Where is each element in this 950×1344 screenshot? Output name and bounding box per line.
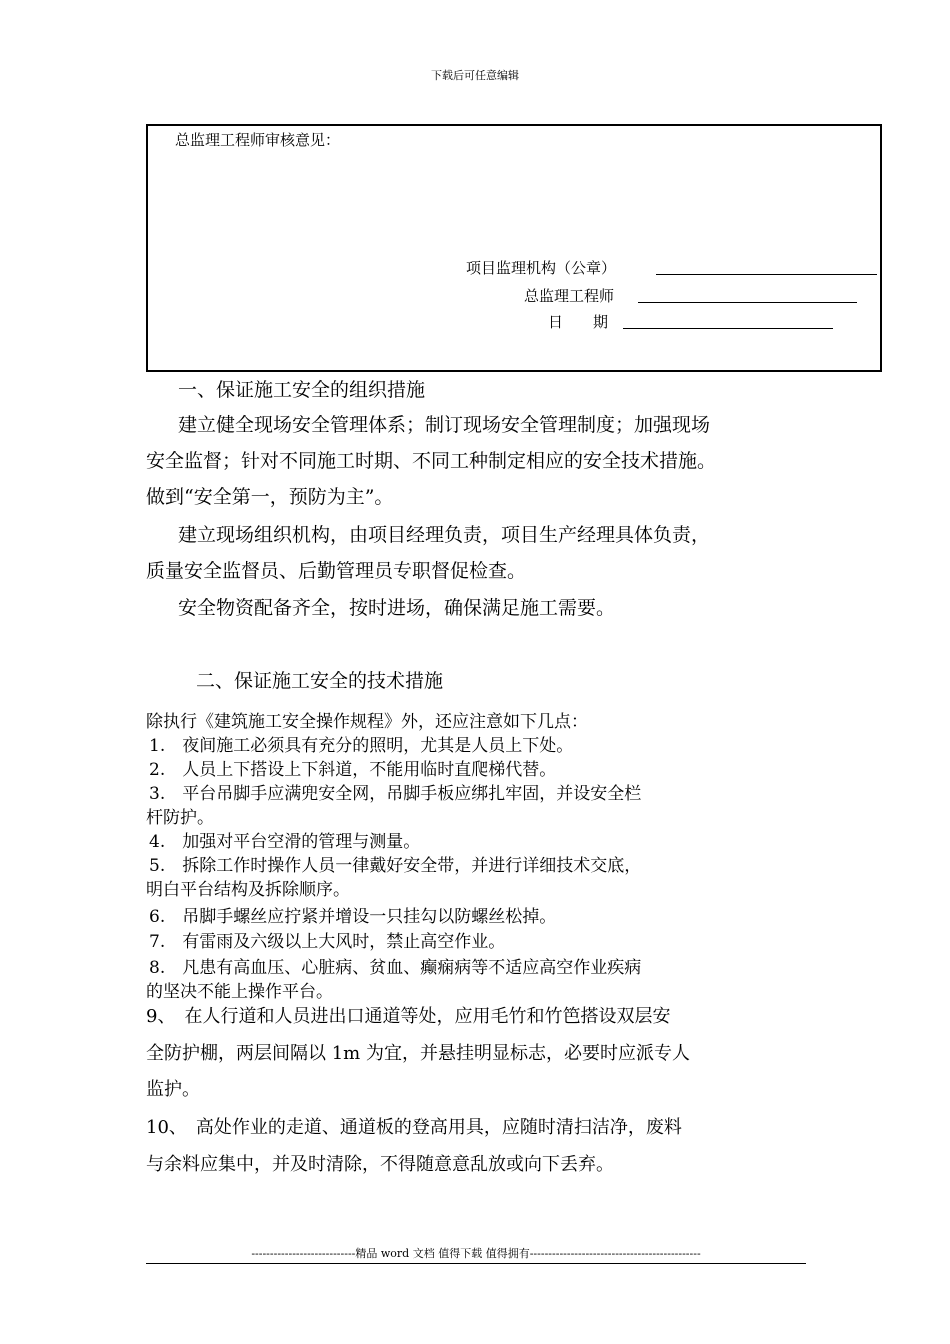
list-item-10-line2: 与余料应集中，并及时清除，不得随意意乱放或向下丢弃。 <box>146 1154 614 1175</box>
list-item-4: 4. 加强对平台空滑的管理与测量。 <box>149 832 421 852</box>
s1-p1-line2: 安全监督；针对不同施工时期、不同工种制定相应的安全技术措施。 <box>146 450 717 472</box>
footer-rule <box>146 1263 806 1264</box>
list-item-3-line2: 杆防护。 <box>146 808 214 828</box>
chief-engineer-label: 总监理工程师 <box>524 287 615 305</box>
list-item-3-line1: 3. 平台吊脚手应满兜安全网，吊脚手板应绑扎牢固，并设安全栏 <box>149 784 642 804</box>
header-note: 下载后可任意编辑 <box>431 69 519 82</box>
s1-p1-line3: 做到“安全第一，预防为主”。 <box>146 486 394 508</box>
list-item-9-line2: 全防护棚，两层间隔以 1m 为宜，并悬挂明显标志，必要时应派专人 <box>146 1043 690 1064</box>
footer-text: ----------------------------精品 word 文档 值得下载 值得拥有---------------------------------------------- <box>251 1247 701 1260</box>
section2-intro: 除执行《建筑施工安全操作规程》外，还应注意如下几点： <box>146 712 588 732</box>
s1-p3-line1: 安全物资配备齐全，按时进场，确保满足施工需要。 <box>178 597 616 619</box>
org-seal-label: 项目监理机构（公章） <box>466 259 617 277</box>
s1-p1-line1: 建立健全现场安全管理体系；制订现场安全管理制度；加强现场 <box>178 414 711 436</box>
list-item-9-line3: 监护。 <box>146 1079 200 1100</box>
org-seal-line <box>656 274 877 275</box>
section1-title: 一、保证施工安全的组织措施 <box>178 379 426 401</box>
s1-p2-line1: 建立现场组织机构，由项目经理负责，项目生产经理具体负责， <box>178 524 711 546</box>
list-item-7: 7. 有雷雨及六级以上大风时，禁止高空作业。 <box>149 932 506 952</box>
list-item-5-line1: 5. 拆除工作时操作人员一律戴好安全带，并进行详细技术交底， <box>149 856 642 876</box>
date-label: 日 期 <box>548 313 609 331</box>
list-item-6: 6. 吊脚手螺丝应拧紧并增设一只挂勾以防螺丝松掉。 <box>149 907 557 927</box>
list-item-5-line2: 明白平台结构及拆除顺序。 <box>146 880 350 900</box>
list-item-10-line1: 10、 高处作业的走道、通道板的登高用具，应随时清扫洁净，废料 <box>146 1117 682 1138</box>
date-line <box>623 328 833 329</box>
review-box <box>146 124 882 372</box>
list-item-9-line1: 9、 在人行道和人员进出口通道等处，应用毛竹和竹笆搭设双层安 <box>146 1006 671 1027</box>
list-item-8-line1: 8. 凡患有高血压、心脏病、贫血、癫痫病等不适应高空作业疾病 <box>149 958 642 978</box>
section2-title: 二、保证施工安全的技术措施 <box>196 670 444 692</box>
review-label: 总监理工程师审核意见： <box>175 131 341 149</box>
chief-engineer-line <box>638 302 857 303</box>
list-item-1: 1. 夜间施工必须具有充分的照明，尤其是人员上下处。 <box>149 736 574 756</box>
list-item-8-line2: 的坚决不能上操作平台。 <box>146 982 333 1002</box>
list-item-2: 2. 人员上下搭设上下斜道，不能用临时直爬梯代替。 <box>149 760 557 780</box>
s1-p2-line2: 质量安全监督员、后勤管理员专职督促检查。 <box>146 560 527 582</box>
